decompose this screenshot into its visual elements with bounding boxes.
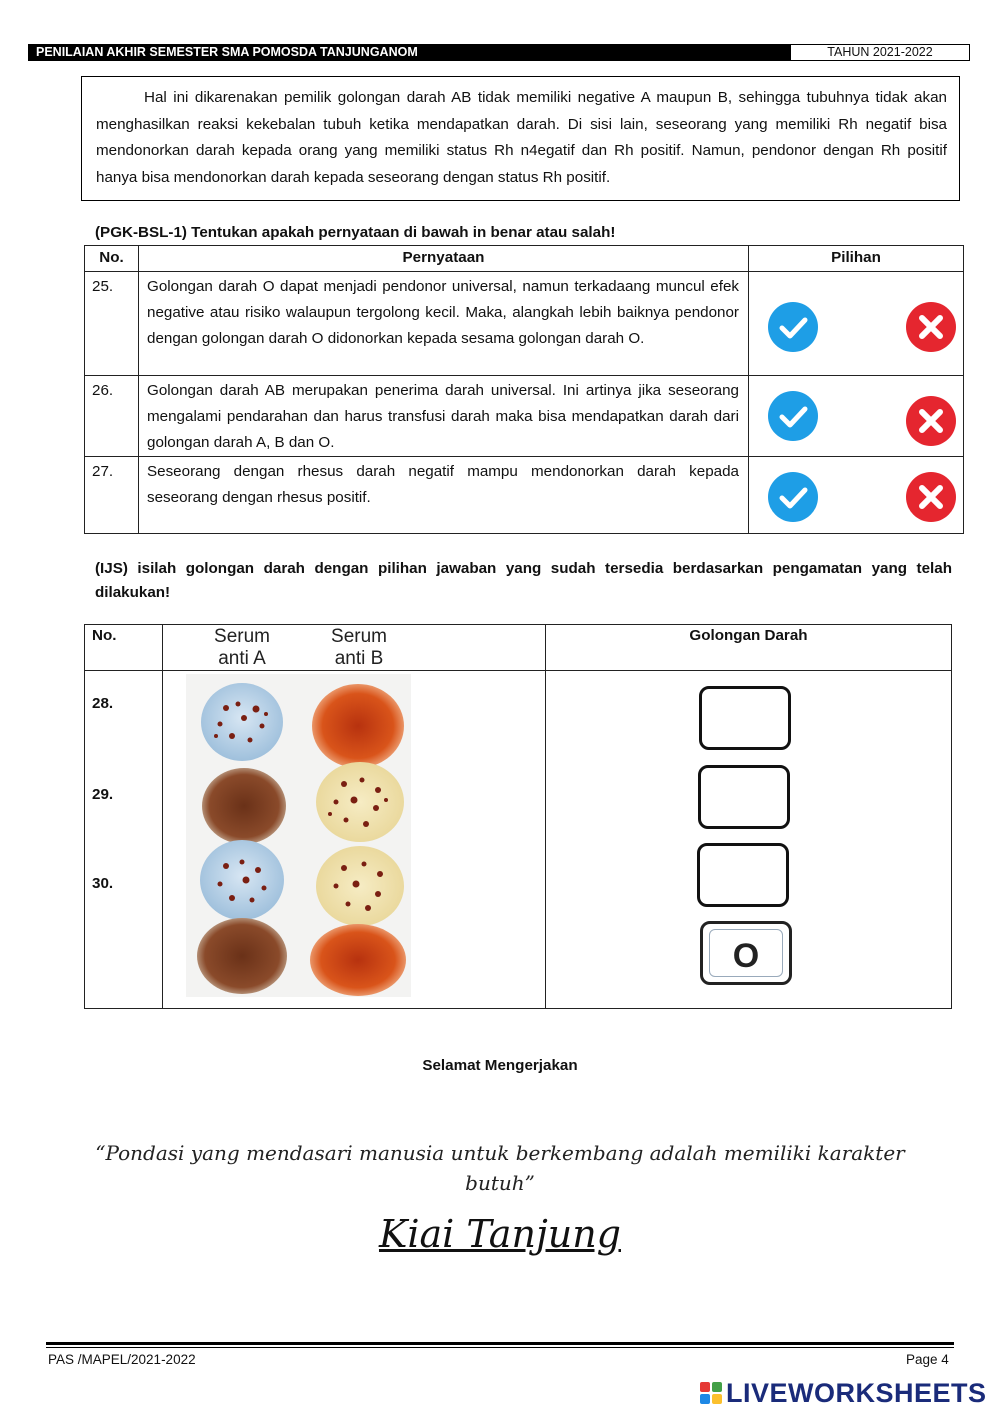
section2-title: (IJS) isilah golongan darah dengan pilihan jawaban yang sudah tersedia berdasarkan pengamatan yang telah dilakukan! <box>95 560 952 601</box>
row-statement: Seseorang dengan rhesus darah negatif mampu mendonorkan darah kepada seseorang dengan rhesus positif. <box>139 457 749 534</box>
row-choices <box>749 457 964 534</box>
answer-value: O <box>709 929 783 977</box>
answer-box-example <box>700 921 792 985</box>
signature: Kiai Tanjung <box>378 1212 621 1256</box>
row-number: 25. <box>85 272 139 376</box>
row-choices <box>749 376 964 457</box>
cross-icon[interactable] <box>906 396 956 446</box>
answer-box-28[interactable] <box>699 686 791 750</box>
answer-value <box>707 773 781 821</box>
table-row <box>85 457 964 534</box>
closing-text: Selamat Mengerjakan <box>422 1057 578 1074</box>
col-statement-header: Pernyataan <box>139 246 749 272</box>
answer-value <box>706 851 780 899</box>
section1-title: (PGK-BSL-1) Tentukan apakah pernyataan di bawah in benar atau salah! <box>95 224 616 241</box>
check-icon[interactable] <box>768 391 818 441</box>
table-header-row <box>85 246 964 272</box>
table-row <box>85 272 964 376</box>
serum-a-line2: anti A <box>218 648 266 669</box>
footer-divider <box>46 1347 954 1348</box>
numbers-cell <box>85 671 163 1009</box>
question-number: 29. <box>92 786 114 803</box>
check-icon[interactable] <box>768 302 818 352</box>
intro-box <box>81 76 960 201</box>
header-year: TAHUN 2021-2022 <box>790 44 970 61</box>
header-title: PENILAIAN AKHIR SEMESTER SMA POMOSDA TANJUNGANOM <box>28 44 790 61</box>
col-no-header: No. <box>85 246 139 272</box>
quote-text: “Pondasi yang mendasari manusia untuk berkembang adalah memiliki karakter butuh” <box>95 1141 905 1195</box>
answer-box-30[interactable] <box>697 843 789 907</box>
serum-b-line1: Serum <box>331 626 387 647</box>
question-number: 28. <box>92 695 114 712</box>
row-statement: Golongan darah AB merupakan penerima darah universal. Ini artinya jika seseorang mengalami pendarahan dan harus transfusi darah maka bisa mendapatkan darah dari golongan darah A, B dan O. <box>139 376 749 457</box>
cross-icon[interactable] <box>906 472 956 522</box>
check-icon[interactable] <box>768 472 818 522</box>
serum-b-line2: anti B <box>334 648 384 669</box>
row-statement: Golongan darah O dapat menjadi pendonor universal, namun terkadaang muncul efek negative atau risiko walaupun tergolong kecil. Maka, alangkah lebih baiknya pendonor dengan golongan darah O didonorkan kepada sesama golongan darah O. <box>139 272 749 376</box>
page-number: Page 4 <box>906 1352 949 1367</box>
brand-text[interactable]: LIVEWORKSHEETS <box>726 1378 987 1408</box>
footer-divider <box>46 1342 954 1345</box>
answer-box-29[interactable] <box>698 765 790 829</box>
serum-a-line1: Serum <box>214 626 270 647</box>
col-result-header: Golongan Darah <box>546 625 952 671</box>
row-choices <box>749 272 964 376</box>
serum-anti-b-label <box>312 626 406 670</box>
row-number: 26. <box>85 376 139 457</box>
col-no-header: No. <box>85 625 163 671</box>
col-choice-header: Pilihan <box>749 246 964 272</box>
cross-icon[interactable] <box>906 302 956 352</box>
true-false-table <box>84 245 964 534</box>
intro-text: Hal ini dikarenakan pemilik golongan darah AB tidak memiliki negative A maupun B, sehingga tubuhnya tidak akan menghasilkan reaksi kekebalan tubuh ketika mendapatkan darah. Di sisi lain, seseorang yang memiliki Rh negatif bisa mendonorkan darah kepada orang yang memiliki status Rh n4egatif dan Rh positif. Namun, pendonor dengan Rh positif hanya bisa mendonorkan darah kepada seseorang dengan status Rh positif. <box>96 89 947 186</box>
question-number: 30. <box>92 875 114 892</box>
table-row <box>85 376 964 457</box>
liveworksheets-logo-icon <box>700 1382 722 1404</box>
blood-test-image <box>186 674 411 997</box>
serum-anti-a-label <box>196 626 288 670</box>
row-number: 27. <box>85 457 139 534</box>
footer-left-text: PAS /MAPEL/2021-2022 <box>48 1352 196 1367</box>
answer-value <box>708 694 782 742</box>
